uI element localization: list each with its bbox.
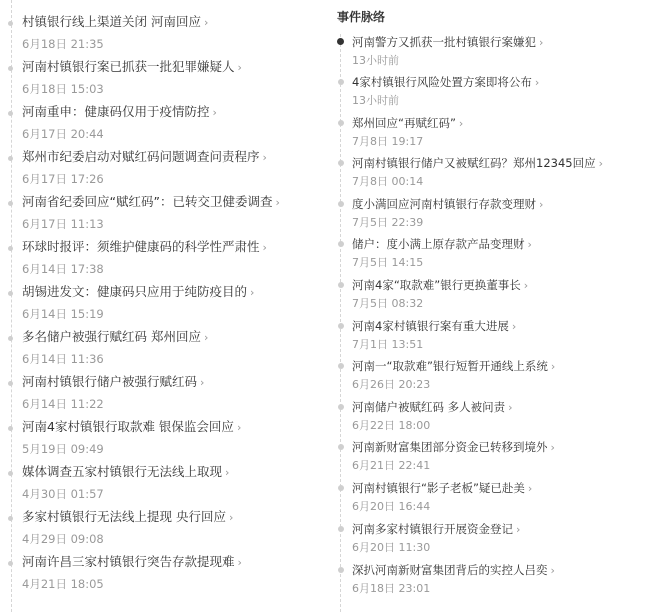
bullet-dot — [8, 201, 13, 206]
bullet-dot — [338, 567, 344, 573]
timeline-title[interactable]: 河南警方又抓获一批村镇银行案嫌犯 › — [352, 35, 544, 49]
timeline-item[interactable] — [352, 563, 646, 595]
news-title[interactable]: 媒体调查五家村镇银行无法线上取现 › — [22, 464, 230, 479]
news-time: 6月14日 11:36 — [22, 352, 104, 366]
bullet-dot — [338, 526, 344, 532]
chevron-right-icon: › — [508, 401, 513, 414]
bullet-dot — [338, 282, 344, 288]
chevron-right-icon: › — [237, 61, 242, 74]
news-time: 6月14日 15:19 — [22, 307, 104, 321]
timeline-time: 13小时前 — [352, 94, 399, 107]
timeline-item[interactable] — [352, 400, 646, 432]
news-time: 6月14日 17:38 — [22, 262, 104, 276]
timeline-title[interactable]: 河南村镇银行“影子老板”疑已赴美 › — [352, 481, 533, 495]
news-title[interactable]: 河南村镇银行储户被强行赋红码 › — [22, 374, 205, 389]
bullet-dot — [338, 120, 344, 126]
news-title[interactable]: 胡锡进发文：健康码只应用于纯防疫目的 › — [22, 284, 255, 299]
chevron-right-icon: › — [511, 320, 517, 333]
event-timeline — [334, 0, 648, 612]
news-title[interactable]: 多家村镇银行无法线上提现 央行回应 › — [22, 509, 234, 524]
news-time: 6月18日 15:03 — [22, 82, 104, 96]
chevron-right-icon: › — [250, 286, 255, 299]
news-title[interactable]: 河南4家村镇银行取款难 银保监会回应 › — [22, 419, 242, 434]
chevron-right-icon: › — [212, 106, 217, 119]
news-item[interactable] — [22, 239, 318, 276]
bullet-dot — [8, 426, 13, 431]
chevron-right-icon: › — [534, 76, 540, 89]
news-time: 4月21日 18:05 — [22, 577, 104, 591]
news-item[interactable] — [22, 554, 318, 591]
news-time: 6月17日 20:44 — [22, 127, 104, 141]
timeline-item[interactable] — [352, 440, 646, 472]
timeline-title[interactable]: 度小满回应河南村镇银行存款变理财 › — [352, 197, 544, 211]
news-item[interactable] — [22, 149, 318, 186]
timeline-time: 7月5日 22:39 — [352, 216, 424, 229]
timeline-item[interactable] — [352, 522, 646, 554]
timeline-item[interactable] — [352, 319, 646, 351]
news-item[interactable] — [22, 329, 318, 366]
timeline-time: 7月5日 14:15 — [352, 256, 424, 269]
chevron-right-icon: › — [203, 331, 209, 344]
chevron-right-icon: › — [262, 241, 267, 254]
news-item[interactable] — [22, 509, 318, 546]
chevron-right-icon: › — [516, 523, 521, 536]
chevron-right-icon: › — [236, 421, 242, 434]
bullet-dot — [338, 201, 344, 207]
chevron-right-icon: › — [200, 376, 205, 389]
timeline-time: 7月1日 13:51 — [352, 338, 424, 351]
timeline-title[interactable]: 河南新财富集团部分资金已转移到境外 › — [352, 440, 555, 454]
chevron-right-icon: › — [550, 360, 556, 373]
bullet-dot — [8, 111, 13, 116]
timeline-item[interactable] — [352, 237, 646, 269]
bullet-dot — [8, 381, 13, 386]
bullet-dot — [338, 485, 344, 491]
chevron-right-icon: › — [527, 238, 532, 251]
bullet-dot — [8, 516, 13, 521]
news-title[interactable]: 多名储户被强行赋红码 郑州回应 › — [22, 329, 209, 344]
timeline-title[interactable]: 储户：度小满上原存款产品变理财 › — [352, 237, 532, 251]
news-title[interactable]: 河南许昌三家村镇银行突告存款提现难 › — [22, 554, 242, 569]
bullet-dot — [8, 156, 13, 161]
timeline-time: 7月8日 19:17 — [352, 135, 424, 148]
timeline-time: 6月26日 20:23 — [352, 378, 431, 391]
chevron-right-icon: › — [523, 279, 529, 292]
news-item[interactable] — [22, 104, 318, 141]
news-title[interactable]: 村镇银行线上渠道关闭 河南回应 › — [22, 14, 209, 29]
timeline-item[interactable] — [352, 197, 646, 229]
chevron-right-icon: › — [550, 564, 555, 577]
timeline-title[interactable]: 郑州回应“再赋红码” › — [352, 116, 464, 130]
bullet-dot — [338, 363, 344, 369]
news-item[interactable] — [22, 464, 318, 501]
news-item[interactable] — [22, 194, 318, 231]
bullet-dot — [338, 241, 344, 247]
bullet-dot — [8, 471, 13, 476]
timeline-title[interactable]: 4家村镇银行风险处置方案即将公布 › — [352, 75, 540, 89]
bullet-dot — [338, 323, 344, 329]
active-dot — [337, 38, 344, 45]
chevron-right-icon: › — [539, 198, 544, 211]
related-news-list — [0, 0, 320, 612]
timeline-item[interactable] — [352, 278, 646, 310]
chevron-right-icon: › — [458, 117, 464, 130]
timeline-title[interactable]: 河南村镇银行储户又被赋红码？郑州12345回应 › — [352, 156, 603, 170]
bullet-dot — [8, 246, 13, 251]
bullet-dot — [8, 561, 13, 566]
bullet-dot — [8, 291, 13, 296]
chevron-right-icon: › — [275, 196, 280, 209]
news-item[interactable] — [22, 284, 318, 321]
news-title[interactable]: 河南省纪委回应“赋红码”：已转交卫健委调查 › — [22, 194, 280, 209]
timeline-time: 7月8日 00:14 — [352, 175, 424, 188]
chevron-right-icon: › — [228, 511, 234, 524]
timeline-time: 6月22日 18:00 — [352, 419, 431, 432]
timeline-time: 7月5日 08:32 — [352, 297, 424, 310]
chevron-right-icon: › — [237, 556, 242, 569]
news-item[interactable] — [22, 14, 318, 51]
bullet-dot — [338, 444, 344, 450]
timeline-time: 13小时前 — [352, 54, 399, 67]
timeline-item[interactable] — [352, 116, 646, 148]
news-item[interactable] — [22, 59, 318, 96]
timeline-item[interactable] — [352, 35, 646, 67]
timeline-title[interactable]: 深扒河南新财富集团背后的实控人吕奕 › — [352, 563, 555, 577]
chevron-right-icon: › — [598, 157, 603, 170]
timeline-item[interactable] — [352, 156, 646, 188]
timeline-item[interactable] — [352, 75, 646, 107]
timeline-heading: 事件脉络 — [337, 10, 386, 24]
news-time: 6月18日 21:35 — [22, 37, 104, 51]
bullet-dot — [8, 66, 13, 71]
chevron-right-icon: › — [203, 16, 209, 29]
news-title[interactable]: 郑州市纪委启动对赋红码问题调查问责程序 › — [22, 149, 267, 164]
chevron-right-icon: › — [550, 441, 555, 454]
timeline-title[interactable]: 河南4家“取款难”银行更换董事长 › — [352, 278, 529, 292]
timeline-title[interactable]: 河南4家村镇银行案有重大进展 › — [352, 319, 517, 333]
bullet-dot — [338, 160, 344, 166]
timeline-time: 6月18日 23:01 — [352, 582, 431, 595]
news-time: 4月29日 09:08 — [22, 532, 104, 546]
timeline-title[interactable]: 河南储户被赋红码 多人被问责 › — [352, 400, 513, 414]
chevron-right-icon: › — [539, 36, 544, 49]
timeline-time: 6月21日 22:41 — [352, 459, 431, 472]
timeline-time: 6月20日 16:44 — [352, 500, 431, 513]
timeline-title[interactable]: 河南多家村镇银行开展资金登记 › — [352, 522, 521, 536]
news-title[interactable]: 环球时报评：须维护健康码的科学性严肃性 › — [22, 239, 267, 254]
timeline-item[interactable] — [352, 481, 646, 513]
news-item[interactable] — [22, 374, 318, 411]
timeline-title[interactable]: 河南一“取款难”银行短暂开通线上系统 › — [352, 359, 556, 373]
news-title[interactable]: 河南村镇银行案已抓获一批犯罪嫌疑人 › — [22, 59, 242, 74]
news-time: 6月17日 17:26 — [22, 172, 104, 186]
bullet-dot — [338, 404, 344, 410]
bullet-dot — [8, 336, 13, 341]
chevron-right-icon: › — [262, 151, 267, 164]
news-title[interactable]: 河南重申：健康码仅用于疫情防控 › — [22, 104, 217, 119]
news-time: 4月30日 01:57 — [22, 487, 104, 501]
news-item[interactable] — [22, 419, 318, 456]
chevron-right-icon: › — [527, 482, 533, 495]
news-time: 6月14日 11:22 — [22, 397, 104, 411]
chevron-right-icon: › — [225, 466, 230, 479]
news-time: 5月19日 09:49 — [22, 442, 104, 456]
bullet-dot — [8, 21, 13, 26]
news-time: 6月17日 11:13 — [22, 217, 104, 231]
bullet-dot — [338, 79, 344, 85]
timeline-item[interactable] — [352, 359, 646, 391]
timeline-time: 6月20日 11:30 — [352, 541, 431, 554]
